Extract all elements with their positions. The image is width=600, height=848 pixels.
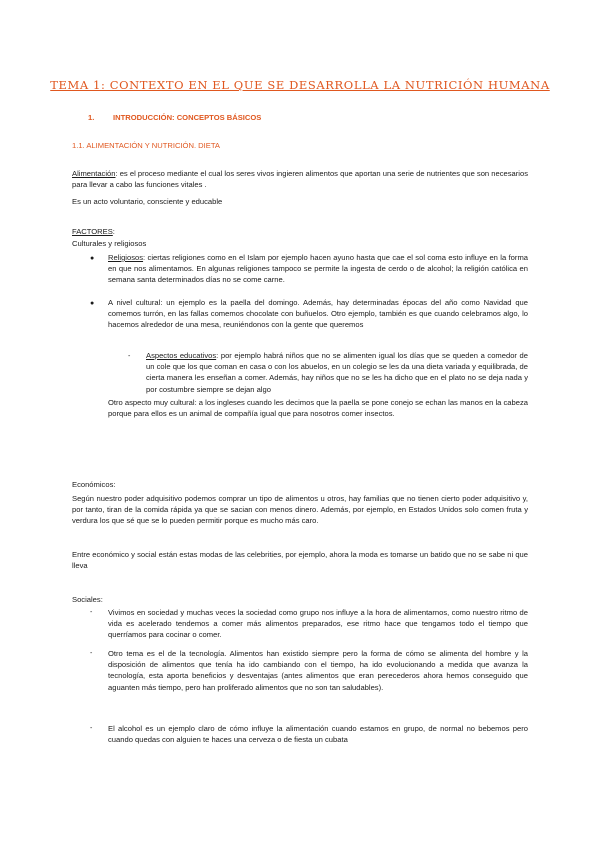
sociales-heading: Sociales: bbox=[72, 595, 103, 604]
economicos-paragraph: Según nuestro poder adquisitivo podemos comprar un tipo de alimentos u otros, hay familias que no tienen cierto poder adquisitivo y, por tanto, tiran de la comida rápida ya que se sacian con menos dinero. Además, por ejemplo, en Estados Unidos solo comen fruta y verdura los que sé que se lo pueden permitir porque es mucho más caro. bbox=[72, 494, 528, 526]
list-item: Aspectos educativos: por ejemplo habrá niños que no se alimenten igual los días que se queden a comedor de un cole que los que coman en casa o con los abuelos, en un colegio se les da una dieta variada y equilibrada, de cierta manera les enseñan a comer. Además, hay niños que no se les ha dicho que en el plato no se deja nada y por costumbre siempre se dejan algo bbox=[146, 351, 528, 394]
culturales-heading: Culturales y religiosos bbox=[72, 239, 147, 248]
aspectos-educativos-label: Aspectos educativos bbox=[146, 351, 217, 360]
dash-marker: - bbox=[128, 353, 131, 360]
alimentacion-paragraph bbox=[72, 168, 528, 190]
dash-marker: - bbox=[90, 725, 93, 732]
subsection-heading: 1.1. ALIMENTACIÓN Y NUTRICIÓN. DIETA bbox=[72, 141, 220, 150]
alimentacion-definition: : es el proceso mediante el cual los seres vivos ingieren alimentos que aportan una serie de nutrientes que son necesarios para llevar a cabo las funciones vitales . bbox=[72, 169, 528, 190]
bullet-marker: ● bbox=[90, 255, 95, 262]
list-item: Vivimos en sociedad y muchas veces la sociedad como grupo nos influye a la hora de alimentarnos, como nuestro ritmo de vida es acelerado tendemos a comer más alimentos preparados, ese ritmo hace que tengamos todo el tiempo que querríamos para cocinar o comer. bbox=[108, 608, 528, 640]
list-item: El alcohol es un ejemplo claro de cómo influye la alimentación cuando estamos en grupo, de normal no bebemos pero cuando quedas con alguien te haces una cerveza o de fiesta un cubata bbox=[108, 724, 528, 745]
list-item: Otro tema es el de la tecnología. Alimentos han existido siempre pero la forma de cómo se alimenta del hombre y la disposición de alimentos que tenía ha ido cambiando con el tiempo, ha ido evolucionando a medida que avanza la tecnología, esta aporta beneficios y desventajas (antes alimentos que eran perecederos ahora hemos conseguido que aguanten más tiempo, pero han proliferado alimentos que no son tan saludables). bbox=[108, 649, 528, 692]
bullet-marker: ● bbox=[90, 300, 95, 307]
factores-heading: FACTORES: bbox=[72, 227, 115, 236]
economicos-paragraph-2: Entre económico y social están estas modas de las celebrities, por ejemplo, ahora la moda es tomarse un batido que no se sabe ni que lleva bbox=[72, 550, 528, 571]
document-title: TEMA 1: CONTEXTO EN EL QUE SE DESARROLLA LA NUTRICIÓN HUMANA bbox=[50, 78, 550, 92]
dash-marker: - bbox=[90, 609, 93, 616]
section-heading bbox=[88, 113, 261, 122]
list-item: Religiosos: ciertas religiones como en el Islam por ejemplo hacen ayuno hasta que cae el sol coma esto influye en la forma en que nos alimentamos. En algunas religiones tampoco se permite la ingesta de cerdo o de alcohol; la religión católica en semana santa determinados días no se come carne. bbox=[108, 253, 528, 285]
section-label: INTRODUCCIÓN: CONCEPTOS BÁSICOS bbox=[113, 113, 262, 122]
list-item: A nivel cultural: un ejemplo es la paella del domingo. Además, hay determinadas épocas del año como Navidad que comemos turrón, en las fallas comemos chocolate con buñuelos. Otro ejemplo, también es que cuando celebramos algo, lo hacemos alrededor de una mesa, reuniéndonos con la gente que queremos bbox=[108, 298, 528, 330]
otro-aspecto-paragraph: Otro aspecto muy cultural: a los ingleses cuando les decimos que la paella se pone conejo se echan las manos en la cabeza porque para ellos es un animal de compañía igual que para nosotros comer insectos. bbox=[108, 398, 528, 419]
dash-marker: - bbox=[90, 650, 93, 657]
religiosos-label: Religiosos bbox=[108, 253, 144, 262]
alimentacion-term: Alimentación bbox=[72, 169, 116, 178]
alimentacion-extra: Es un acto voluntario, consciente y educable bbox=[72, 197, 223, 206]
economicos-heading: Económicos: bbox=[72, 480, 116, 489]
section-number: 1. bbox=[88, 113, 95, 122]
